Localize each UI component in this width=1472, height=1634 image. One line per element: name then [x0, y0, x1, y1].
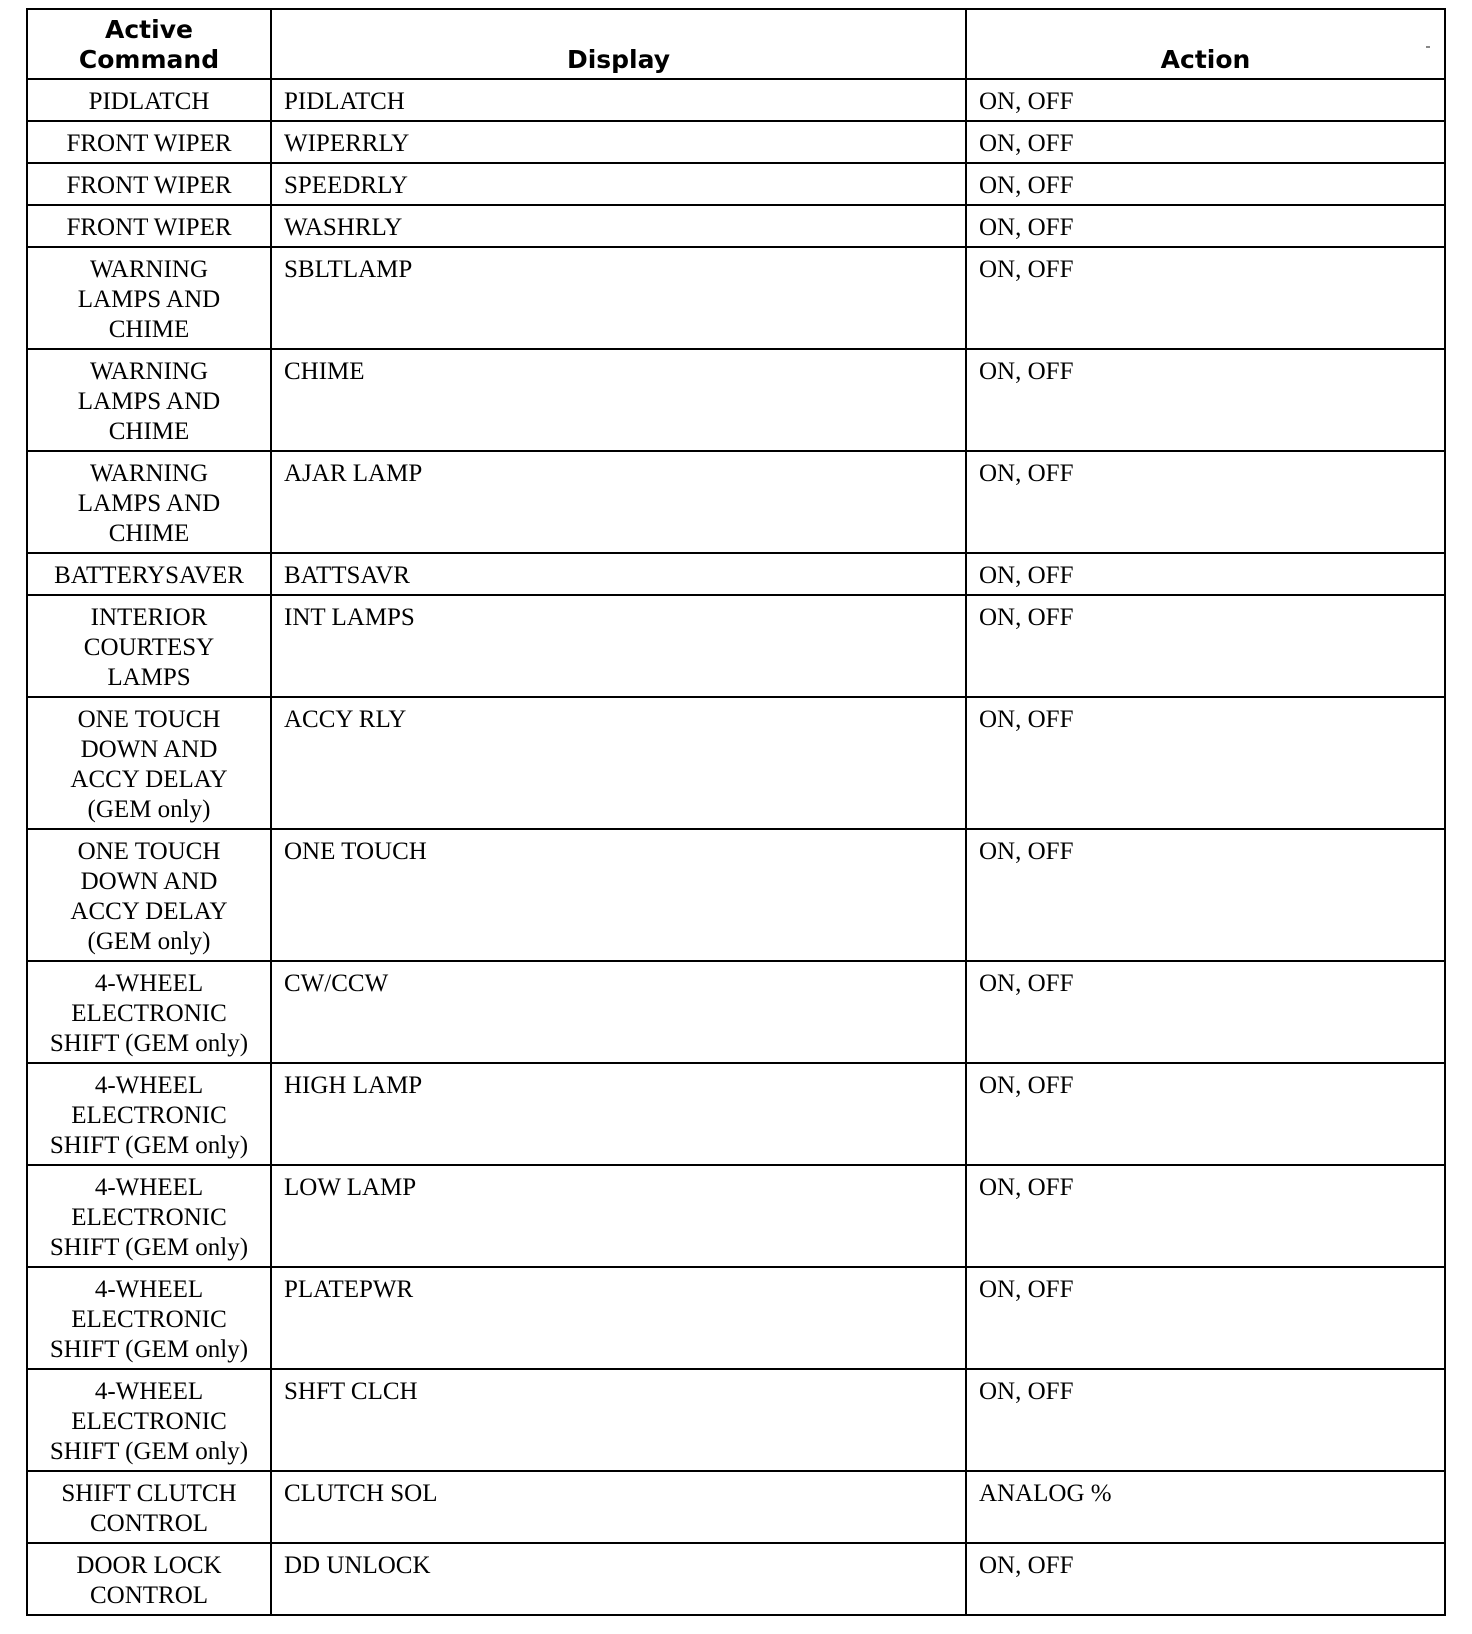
display-cell: SBLTLAMP	[271, 247, 966, 349]
table-row	[27, 1063, 1445, 1165]
active-command-cell: ONE TOUCH DOWN AND ACCY DELAY (GEM only)	[27, 829, 271, 961]
active-command-cell: FRONT WIPER	[27, 163, 271, 205]
active-command-cell: FRONT WIPER	[27, 121, 271, 163]
header-row	[27, 9, 1445, 79]
display-cell: WASHRLY	[271, 205, 966, 247]
active-command-cell: WARNING LAMPS AND CHIME	[27, 451, 271, 553]
action-cell: ON, OFF	[966, 163, 1445, 205]
active-command-cell: 4-WHEEL ELECTRONIC SHIFT (GEM only)	[27, 961, 271, 1063]
display-cell: PLATEPWR	[271, 1267, 966, 1369]
action-cell: ON, OFF	[966, 1165, 1445, 1267]
display-cell: LOW LAMP	[271, 1165, 966, 1267]
display-cell: SPEEDRLY	[271, 163, 966, 205]
table-row	[27, 451, 1445, 553]
table-row	[27, 829, 1445, 961]
table-row	[27, 553, 1445, 595]
active-command-cell: WARNING LAMPS AND CHIME	[27, 247, 271, 349]
action-cell: ANALOG %	[966, 1471, 1445, 1543]
active-command-cell: BATTERYSAVER	[27, 553, 271, 595]
action-cell: ON, OFF	[966, 349, 1445, 451]
display-cell: ONE TOUCH	[271, 829, 966, 961]
action-cell: ON, OFF	[966, 247, 1445, 349]
display-cell: WIPERRLY	[271, 121, 966, 163]
table-row	[27, 121, 1445, 163]
action-cell: ON, OFF	[966, 1267, 1445, 1369]
table-row	[27, 1267, 1445, 1369]
stray-mark	[1426, 46, 1430, 48]
active-command-cell: WARNING LAMPS AND CHIME	[27, 349, 271, 451]
action-cell: ON, OFF	[966, 205, 1445, 247]
active-command-cell: 4-WHEEL ELECTRONIC SHIFT (GEM only)	[27, 1165, 271, 1267]
table-row	[27, 79, 1445, 121]
action-cell: ON, OFF	[966, 451, 1445, 553]
action-cell: ON, OFF	[966, 1369, 1445, 1471]
display-cell: INT LAMPS	[271, 595, 966, 697]
action-cell: ON, OFF	[966, 829, 1445, 961]
display-cell: BATTSAVR	[271, 553, 966, 595]
action-cell: ON, OFF	[966, 961, 1445, 1063]
display-cell: CHIME	[271, 349, 966, 451]
header-action: Action	[966, 9, 1445, 79]
table-row	[27, 205, 1445, 247]
action-cell: ON, OFF	[966, 553, 1445, 595]
header-display: Display	[271, 9, 966, 79]
action-cell: ON, OFF	[966, 79, 1445, 121]
action-cell: ON, OFF	[966, 1543, 1445, 1615]
display-cell: AJAR LAMP	[271, 451, 966, 553]
display-cell: DD UNLOCK	[271, 1543, 966, 1615]
active-command-cell: 4-WHEEL ELECTRONIC SHIFT (GEM only)	[27, 1267, 271, 1369]
command-table	[26, 8, 1446, 1616]
display-cell: ACCY RLY	[271, 697, 966, 829]
display-cell: CW/CCW	[271, 961, 966, 1063]
active-command-cell: PIDLATCH	[27, 79, 271, 121]
active-command-cell: SHIFT CLUTCH CONTROL	[27, 1471, 271, 1543]
table-row	[27, 1543, 1445, 1615]
action-cell: ON, OFF	[966, 1063, 1445, 1165]
table-row	[27, 247, 1445, 349]
active-command-cell: 4-WHEEL ELECTRONIC SHIFT (GEM only)	[27, 1063, 271, 1165]
action-cell: ON, OFF	[966, 697, 1445, 829]
table-row	[27, 349, 1445, 451]
display-cell: PIDLATCH	[271, 79, 966, 121]
active-command-cell: DOOR LOCK CONTROL	[27, 1543, 271, 1615]
table-row	[27, 1471, 1445, 1543]
action-cell: ON, OFF	[966, 595, 1445, 697]
active-command-cell: ONE TOUCH DOWN AND ACCY DELAY (GEM only)	[27, 697, 271, 829]
table-row	[27, 1369, 1445, 1471]
active-command-cell: 4-WHEEL ELECTRONIC SHIFT (GEM only)	[27, 1369, 271, 1471]
display-cell: SHFT CLCH	[271, 1369, 966, 1471]
table-row	[27, 1165, 1445, 1267]
display-cell: CLUTCH SOL	[271, 1471, 966, 1543]
active-command-cell: FRONT WIPER	[27, 205, 271, 247]
header-active-command: Active Command	[27, 9, 271, 79]
display-cell: HIGH LAMP	[271, 1063, 966, 1165]
table-row	[27, 163, 1445, 205]
table-row	[27, 697, 1445, 829]
action-cell: ON, OFF	[966, 121, 1445, 163]
table-row	[27, 961, 1445, 1063]
table-row	[27, 595, 1445, 697]
active-command-cell: INTERIOR COURTESY LAMPS	[27, 595, 271, 697]
